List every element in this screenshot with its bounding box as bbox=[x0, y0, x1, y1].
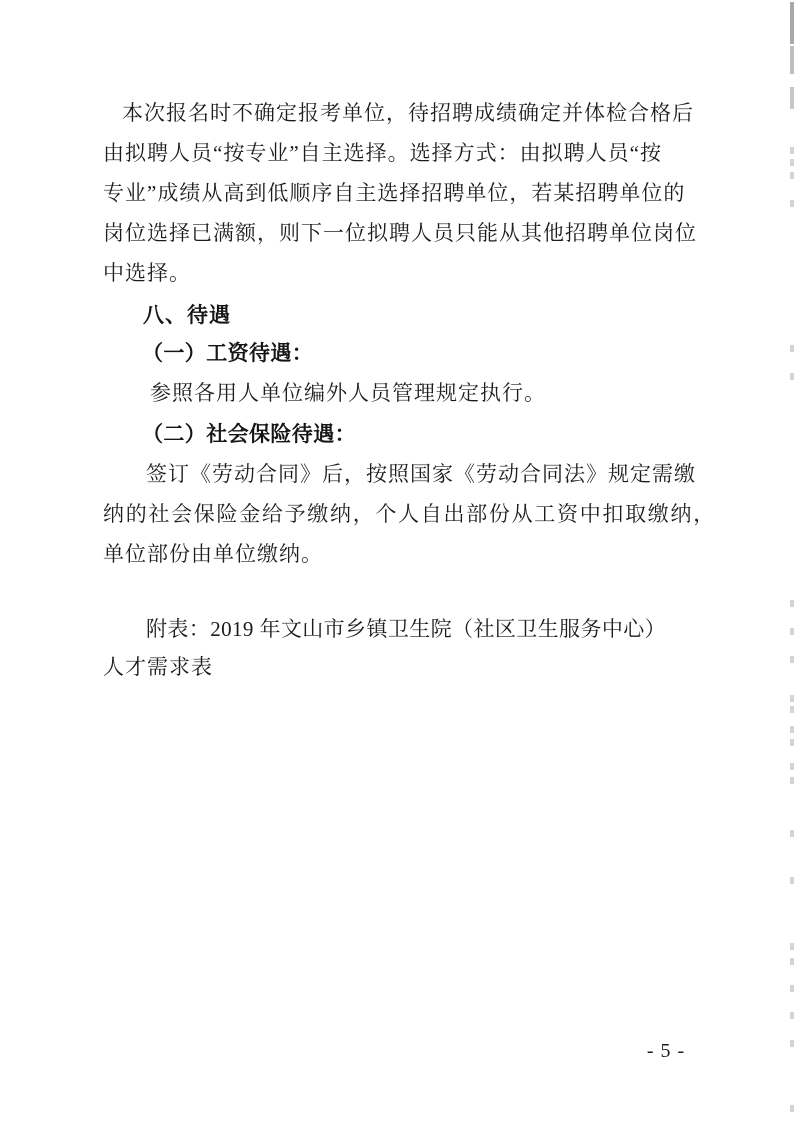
scan-artifact bbox=[790, 46, 794, 74]
scan-artifact bbox=[790, 656, 794, 663]
scan-artifact bbox=[790, 739, 794, 746]
scan-artifact bbox=[790, 2, 794, 44]
scan-artifact bbox=[790, 763, 794, 770]
insurance-paragraph-line-3: 单位部份由单位缴纳。 bbox=[103, 542, 323, 566]
scan-artifact bbox=[790, 695, 794, 702]
section-heading-benefits: 八、待遇 bbox=[143, 303, 231, 327]
scan-artifact bbox=[790, 1105, 794, 1112]
scan-artifact bbox=[790, 706, 794, 713]
selection-paragraph-line-5: 中选择。 bbox=[103, 261, 191, 285]
scan-artifact bbox=[790, 830, 794, 837]
sub-heading-insurance: （二）社会保险待遇： bbox=[142, 422, 356, 446]
scan-artifact bbox=[790, 628, 794, 635]
insurance-paragraph-line-1: 签订《劳动合同》后，按照国家《劳动合同法》规定需缴 bbox=[146, 462, 696, 486]
attachment-note-line-1: 附表：2019 年文山市乡镇卫生院（社区卫生服务中心） bbox=[146, 617, 667, 641]
scan-artifact bbox=[790, 777, 794, 784]
scan-artifact bbox=[790, 943, 794, 950]
scan-artifact bbox=[790, 958, 794, 965]
scan-artifact bbox=[790, 345, 794, 352]
scan-artifact bbox=[790, 147, 794, 154]
page-number: - 5 - bbox=[646, 1040, 686, 1062]
salary-paragraph: 参照各用人单位编外人员管理规定执行。 bbox=[150, 381, 546, 405]
scan-artifact bbox=[790, 87, 794, 109]
scan-artifact bbox=[790, 726, 794, 733]
scan-artifact bbox=[790, 1040, 794, 1047]
scan-artifact bbox=[790, 600, 794, 607]
scan-artifact bbox=[790, 172, 794, 179]
scan-artifact bbox=[790, 373, 794, 380]
selection-paragraph-line-4: 岗位选择已满额，则下一位拟聘人员只能从其他招聘单位岗位 bbox=[103, 221, 697, 245]
selection-paragraph-line-1: 本次报名时不确定报考单位，待招聘成绩确定并体检合格后 bbox=[122, 101, 694, 125]
selection-paragraph-line-3: 专业”成绩从高到低顺序自主选择招聘单位，若某招聘单位的 bbox=[103, 181, 686, 205]
scan-artifact bbox=[790, 877, 794, 884]
scan-artifact bbox=[790, 1012, 794, 1019]
sub-heading-salary: （一）工资待遇： bbox=[142, 341, 314, 365]
attachment-note-line-2: 人才需求表 bbox=[103, 655, 213, 679]
scan-artifact bbox=[790, 159, 794, 166]
selection-paragraph-line-2: 由拟聘人员“按专业”自主选择。选择方式：由拟聘人员“按 bbox=[103, 141, 662, 165]
scan-artifact bbox=[790, 200, 794, 207]
insurance-paragraph-line-2: 纳的社会保险金给予缴纳，个人自出部份从工资中扣取缴纳， bbox=[103, 502, 716, 526]
scan-artifact bbox=[790, 985, 794, 992]
